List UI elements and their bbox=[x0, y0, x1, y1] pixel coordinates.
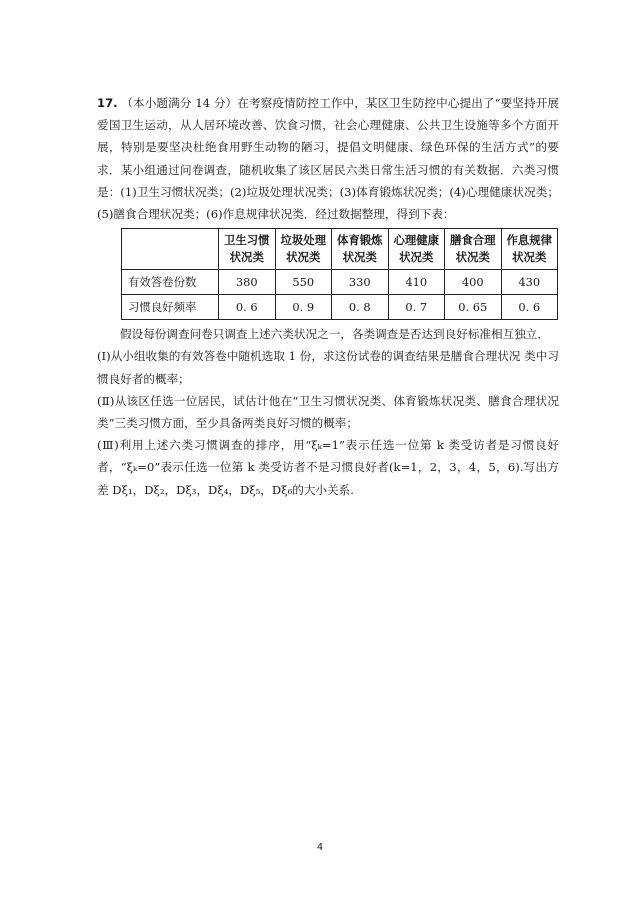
part-2-text: (Ⅱ)从该区任选一位居民，试估计他在“卫生习惯状况类、体育锻炼状况类、膳食合理状况类”三类习惯方面，至少具备两类良好习惯的概率； bbox=[97, 393, 559, 431]
table-header-row bbox=[122, 229, 558, 270]
table-cell: 0. 9 bbox=[275, 295, 332, 320]
table-cell: 0. 7 bbox=[388, 295, 445, 320]
part-1-text: (Ⅰ)从小组收集的有效答卷中随机选取 1 份，求这份试卷的调查结果是膳食合理状况 类中习惯良好者的概率； bbox=[97, 349, 559, 386]
assumption-text: 假设每份调查问卷只调查上述六类状况之一，各类调查是否达到良好标准相互独立． bbox=[120, 327, 549, 342]
table-header-cell: 膳食合理 状况类 bbox=[445, 229, 502, 270]
table-header-cell: 作息规律 状况类 bbox=[501, 229, 558, 270]
question-body bbox=[97, 92, 559, 501]
table-row-answer-count bbox=[122, 270, 558, 295]
table-cell: 0. 65 bbox=[445, 295, 502, 320]
table-cell: 0. 6 bbox=[501, 295, 558, 320]
table-header-cell: 卫生习惯 状况类 bbox=[219, 229, 276, 270]
question-intro-text: （本小题满分 14 分）在考察疫情防控工作中，某区卫生防控中心提出了“要坚持开展爱国卫生运动，从人居环境改善、饮食习惯，社会心理健康、公共卫生设施等多个方面开展，特别是要坚决杜绝食用野生动物的陋习，提倡文明健康、绿色环保的生活方式”的要求．某小组通过问卷调查，随机收集了该区居民六类日常生活习惯的有关数据．六类习惯是：(1)卫生习惯状况类；(2)垃圾处理状况类；(3)体育锻炼状况类；(4)心理健康状况类；(5)膳食合理状况类；(6)作息规律状况类．经过数据整理，得到下表： bbox=[97, 96, 559, 222]
table-cell: 0. 8 bbox=[332, 295, 389, 320]
table-corner-cell bbox=[122, 229, 219, 270]
table-header-cell: 垃圾处理 状况类 bbox=[275, 229, 332, 270]
table-header-cell: 心理健康 状况类 bbox=[388, 229, 445, 270]
table-row-good-frequency bbox=[122, 295, 558, 320]
survey-table bbox=[121, 228, 558, 320]
part-3-text: (Ⅲ)利用上述六类习惯调查的排序，用“ξₖ=1”表示任选一位第 k 类受访者是习惯良好者，“ξₖ=0”表示任选一位第 k 类受访者不是习惯良好者(k=1，2，3，4，5，6).写出方差 Dξ₁，Dξ₂，Dξ₃，Dξ₄，Dξ₅，Dξ₆的大小关系. bbox=[97, 438, 559, 497]
table-row-label: 习惯良好频率 bbox=[122, 295, 219, 320]
table-cell: 330 bbox=[332, 270, 389, 295]
table-cell: 550 bbox=[275, 270, 332, 295]
table-cell: 380 bbox=[219, 270, 276, 295]
question-number: 17. bbox=[97, 96, 118, 110]
table-row-label: 有效答卷份数 bbox=[122, 270, 219, 295]
page-number: 4 bbox=[316, 842, 324, 853]
table-header-cell: 体育锻炼 状况类 bbox=[332, 229, 389, 270]
question-intro bbox=[97, 92, 559, 225]
table-cell: 400 bbox=[445, 270, 502, 295]
table-cell: 0. 6 bbox=[219, 295, 276, 320]
table-cell: 410 bbox=[388, 270, 445, 295]
table-cell: 430 bbox=[501, 270, 558, 295]
